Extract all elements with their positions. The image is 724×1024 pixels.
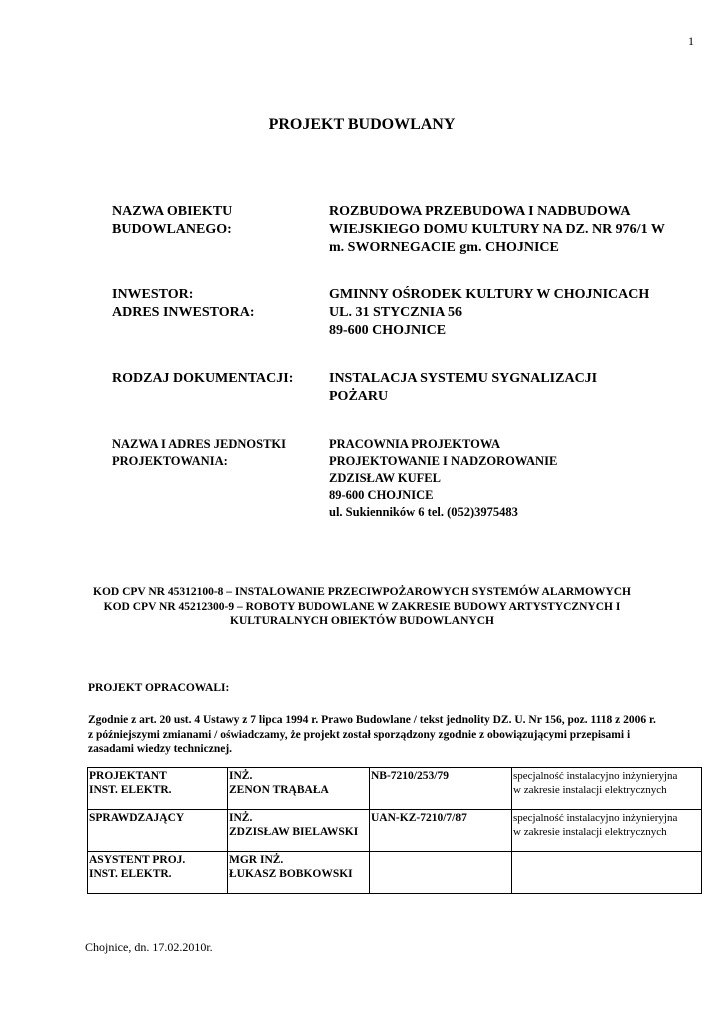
statement-line: zasadami wiedzy technicznej. — [88, 743, 233, 755]
specialty-text: specjalność instalacyjno inżynieryjna — [513, 770, 678, 782]
field-value-line: UL. 31 STYCZNIA 56 — [329, 305, 463, 320]
name-text: ZENON TRĄBAŁA — [229, 784, 329, 796]
field-label-line: PROJEKTOWANIA: — [112, 454, 228, 468]
field-value-line: INSTALACJA SYSTEMU SYGNALIZACJI — [329, 371, 598, 386]
specialty-text: w zakresie instalacji elektrycznych — [513, 826, 667, 838]
specialty-text: specjalność instalacyjno inżynieryjna — [513, 812, 678, 824]
field-value-line: ul. Sukienników 6 tel. (052)3975483 — [329, 505, 518, 519]
table-row — [88, 768, 702, 810]
document-title: PROJEKT BUDOWLANY — [268, 116, 456, 133]
field-value-line: 89-600 CHOJNICE — [329, 323, 447, 338]
field-label-investor — [112, 286, 255, 322]
name-cell — [228, 852, 370, 894]
field-label-line: RODZAJ DOKUMENTACJI: — [112, 371, 294, 386]
table-row — [88, 810, 702, 852]
prepared-by-heading: PROJEKT OPRACOWALI: — [88, 682, 230, 694]
name-cell — [228, 768, 370, 810]
name-cell — [228, 810, 370, 852]
designers-table — [87, 767, 702, 894]
role-text: ASYSTENT PROJ. — [89, 854, 186, 866]
field-value-documentation-type — [329, 370, 597, 406]
field-label-line: BUDOWLANEGO: — [112, 222, 232, 237]
license-cell: NB-7210/253/79 — [370, 768, 512, 810]
license-cell: UAN-KZ-7210/7/87 — [370, 810, 512, 852]
table-row — [88, 852, 702, 894]
cpv-line: KULTURALNYCH OBIEKTÓW BUDOWLANYCH — [230, 615, 494, 627]
field-label-object-name — [112, 203, 232, 239]
field-label-line: NAZWA OBIEKTU — [112, 204, 233, 219]
field-value-line: GMINNY OŚRODEK KULTURY W CHOJNICACH — [329, 287, 650, 302]
field-value-line: POŻARU — [329, 389, 389, 404]
cpv-line: KOD CPV NR 45212300-9 – ROBOTY BUDOWLANE W ZAKRESIE BUDOWY ARTYSTYCZNYCH I — [103, 600, 621, 613]
field-value-line: ZDZISŁAW KUFEL — [329, 471, 441, 485]
cpv-codes — [0, 585, 724, 629]
cpv-line: KOD CPV NR 45312100-8 – INSTALOWANIE PRZECIWPOŻAROWYCH SYSTEMÓW ALARMOWYCH — [93, 586, 631, 598]
field-value-investor — [329, 286, 649, 340]
statement-line: z późniejszymi zmianami / oświadczamy, że projekt został sporządzony zgodnie z obowiązującymi przepisami i — [88, 728, 631, 741]
role-cell — [88, 768, 228, 810]
name-text: ZDZISŁAW BIELAWSKI — [229, 826, 359, 838]
field-label-documentation-type — [112, 370, 293, 388]
role-cell — [88, 810, 228, 852]
specialty-cell — [512, 768, 702, 810]
field-value-line: WIEJSKIEGO DOMU KULTURY NA DZ. NR 976/1 W — [329, 222, 665, 237]
field-value-line: PROJEKTOWANIE I NADZOROWANIE — [329, 454, 558, 468]
field-value-object-name — [329, 203, 665, 257]
specialty-cell — [512, 810, 702, 852]
specialty-text: w zakresie instalacji elektrycznych — [513, 784, 667, 796]
field-value-design-unit — [329, 436, 557, 521]
role-text: SPRAWDZAJĄCY — [89, 812, 185, 824]
field-label-line: NAZWA I ADRES JEDNOSTKI — [112, 437, 287, 451]
field-value-line: ROZBUDOWA PRZEBUDOWA I NADBUDOWA — [329, 204, 631, 219]
footer-date: Chojnice, dn. 17.02.2010r. — [85, 940, 213, 954]
field-value-line: 89-600 CHOJNICE — [329, 488, 434, 502]
role-text: PROJEKTANT — [89, 770, 167, 782]
role-text: INST. ELEKTR. — [89, 784, 172, 796]
name-text: INŻ. — [229, 812, 253, 824]
field-label-design-unit — [112, 436, 286, 470]
field-value-line: PRACOWNIA PROJEKTOWA — [329, 437, 500, 451]
name-text: ŁUKASZ BOBKOWSKI — [229, 868, 353, 880]
field-label-line: INWESTOR: — [112, 287, 194, 302]
field-label-line: ADRES INWESTORA: — [112, 305, 255, 320]
name-text: MGR INŻ. — [229, 854, 284, 866]
license-cell — [370, 852, 512, 894]
page-number: 1 — [688, 34, 694, 48]
specialty-cell — [512, 852, 702, 894]
field-value-line: m. SWORNEGACIE gm. CHOJNICE — [329, 240, 559, 255]
role-text: INST. ELEKTR. — [89, 868, 172, 880]
compliance-statement — [88, 713, 708, 757]
name-text: INŻ. — [229, 770, 253, 782]
statement-line: Zgodnie z art. 20 ust. 4 Ustawy z 7 lipca 1994 r. Prawo Budowlane / tekst jednolity DZ. U. Nr 156, poz. 1118 z 2006 r. — [88, 714, 656, 726]
role-cell — [88, 852, 228, 894]
